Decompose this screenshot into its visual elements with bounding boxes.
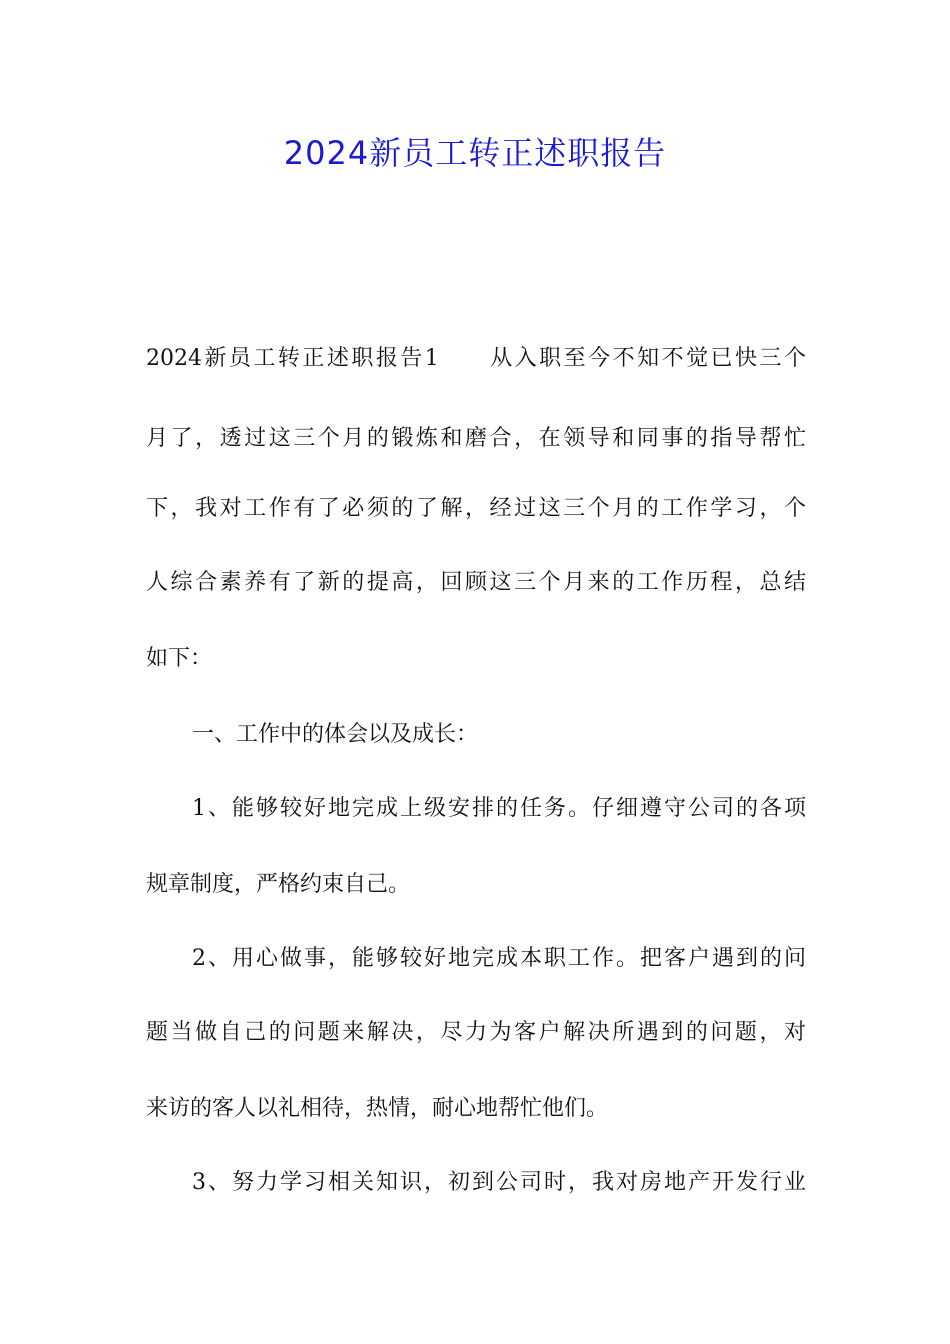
document-title: 2024新员工转正述职报告 [283, 134, 667, 172]
paragraph-line: 题当做自己的问题来解决，尽力为客户解决所遇到的问题，对 [146, 1020, 806, 1045]
paragraph-line: 人综合素养有了新的提高，回顾这三个月来的工作历程，总结 [146, 570, 806, 595]
paragraph-line: 1、能够较好地完成上级安排的任务。仔细遵守公司的各项 [192, 796, 806, 821]
paragraph-line: 如下： [146, 646, 213, 671]
paragraph-line: 规章制度，严格约束自己。 [146, 872, 411, 897]
paragraph-line: 3、努力学习相关知识，初到公司时，我对房地产开发行业 [192, 1170, 806, 1195]
paragraph-line: 下，我对工作有了必须的了解，经过这三个月的工作学习，个 [146, 496, 806, 521]
paragraph-line: 2、用心做事，能够较好地完成本职工作。把客户遇到的问 [192, 946, 806, 971]
section-heading: 一、工作中的体会以及成长： [192, 722, 479, 747]
paragraph-line: 2024新员工转正述职报告1 从入职至今不知不觉已快三个 [146, 346, 806, 371]
paragraph-line: 来访的客人以礼相待，热情，耐心地帮忙他们。 [146, 1096, 609, 1121]
paragraph-line: 月了，透过这三个月的锻炼和磨合，在领导和同事的指导帮忙 [146, 426, 806, 451]
